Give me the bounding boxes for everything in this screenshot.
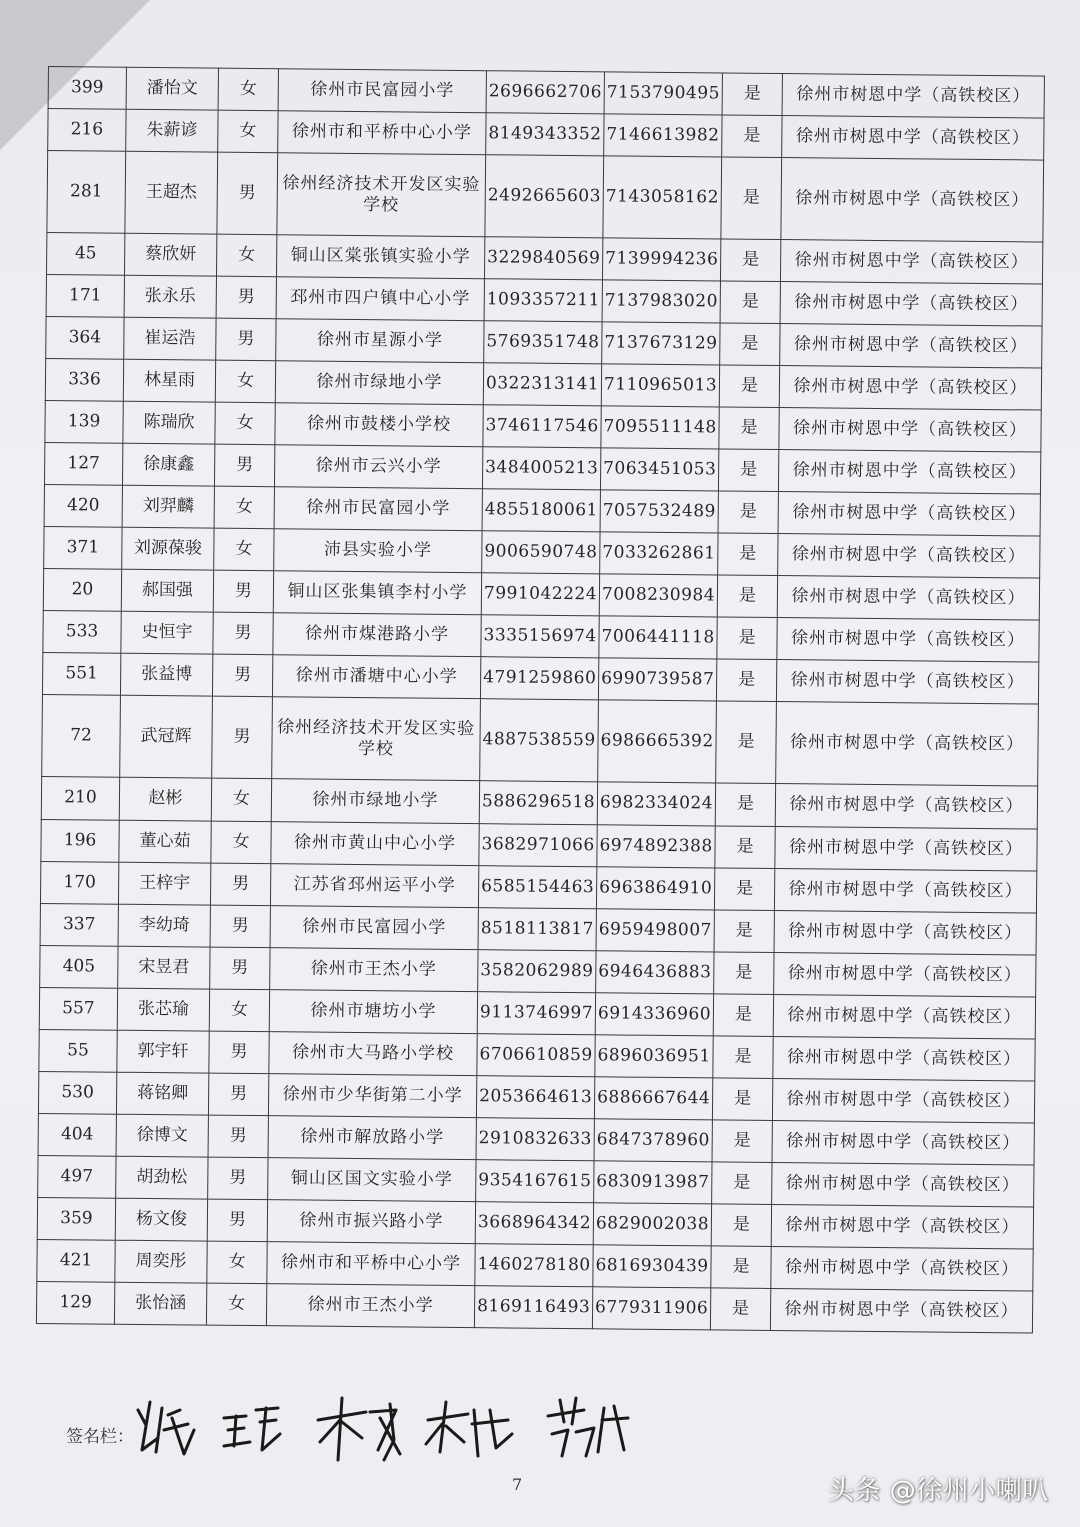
cell-id: 497 <box>38 1155 116 1198</box>
cell-destination: 徐州市树恩中学（高铁校区） <box>780 240 1042 285</box>
cell-code-1: 2053664613 <box>476 1075 594 1118</box>
cell-code-1: 3668964342 <box>475 1201 593 1244</box>
cell-destination: 徐州市树恩中学（高铁校区） <box>775 784 1037 829</box>
cell-code-1: 2910832633 <box>476 1117 594 1160</box>
cell-gender: 男 <box>217 152 278 235</box>
cell-admitted: 是 <box>718 533 778 576</box>
cell-name: 蒋铭卿 <box>116 1072 208 1115</box>
cell-id: 337 <box>40 903 118 946</box>
cell-destination: 徐州市树恩中学（高铁校区） <box>779 366 1041 411</box>
cell-code-2: 7006441118 <box>599 616 717 659</box>
cell-gender: 女 <box>214 486 274 529</box>
cell-school: 徐州市解放路小学 <box>268 1115 476 1159</box>
cell-code-1: 3335156974 <box>481 615 599 658</box>
cell-code-2: 7033262861 <box>600 532 718 575</box>
cell-code-1: 0322313141 <box>483 363 601 406</box>
cell-destination: 徐州市树恩中学（高铁校区） <box>771 1246 1033 1291</box>
cell-id: 20 <box>43 569 121 612</box>
cell-school: 徐州市鼓楼小学校 <box>275 403 483 447</box>
cell-name: 潘怡文 <box>126 67 218 110</box>
cell-code-1: 6585154463 <box>478 865 596 908</box>
cell-code-2: 6896036951 <box>595 1034 713 1077</box>
cell-destination: 徐州市树恩中学（高铁校区） <box>774 952 1036 997</box>
cell-code-2: 7095511148 <box>601 406 719 449</box>
cell-id: 216 <box>48 109 126 152</box>
cell-code-1: 3682971066 <box>479 823 597 866</box>
cell-gender: 女 <box>218 68 278 111</box>
cell-code-2: 7063451053 <box>600 448 718 491</box>
cell-destination: 徐州市树恩中学（高铁校区） <box>772 1162 1034 1207</box>
cell-destination: 徐州市树恩中学（高铁校区） <box>771 1204 1033 1249</box>
cell-name: 史恒宇 <box>121 612 213 655</box>
cell-school: 徐州市煤港路小学 <box>273 613 481 657</box>
cell-gender: 女 <box>215 402 275 445</box>
cell-id: 127 <box>44 443 122 486</box>
cell-gender: 女 <box>211 821 271 864</box>
cell-code-2: 6963864910 <box>596 866 714 909</box>
cell-gender: 男 <box>210 947 270 990</box>
cell-admitted: 是 <box>721 157 782 240</box>
signature-label: 签名栏： <box>66 1427 134 1447</box>
cell-destination: 徐州市树恩中学（高铁校区） <box>774 868 1036 913</box>
cell-destination: 徐州市树恩中学（高铁校区） <box>773 994 1035 1039</box>
cell-code-2: 6830913987 <box>594 1160 712 1203</box>
cell-code-1: 9354167615 <box>476 1159 594 1202</box>
cell-gender: 男 <box>216 318 276 361</box>
cell-code-2: 6986665392 <box>598 700 717 783</box>
table-row <box>47 151 1044 243</box>
cell-admitted: 是 <box>713 1036 773 1079</box>
cell-admitted: 是 <box>711 1246 771 1289</box>
cell-gender: 男 <box>212 654 272 697</box>
cell-code-1: 1460278180 <box>475 1243 593 1286</box>
watermark-text: 头条 @徐州小喇叭 <box>828 1476 1049 1506</box>
cell-id: 359 <box>37 1197 115 1240</box>
cell-school: 徐州市星源小学 <box>276 319 484 363</box>
cell-name: 赵彬 <box>119 778 211 821</box>
cell-code-2: 6982334024 <box>597 782 715 825</box>
cell-id: 420 <box>44 485 122 528</box>
cell-code-2: 6959498007 <box>596 908 714 951</box>
cell-admitted: 是 <box>719 407 779 450</box>
cell-code-1: 6706610859 <box>477 1033 595 1076</box>
cell-admitted: 是 <box>712 1162 772 1205</box>
cell-code-2: 7137673129 <box>602 322 720 365</box>
cell-name: 胡劲松 <box>116 1156 208 1199</box>
cell-destination: 徐州市树恩中学（高铁校区） <box>780 282 1042 327</box>
cell-id: 171 <box>46 275 124 318</box>
cell-id: 364 <box>46 317 124 360</box>
cell-code-2: 6914336960 <box>595 992 713 1035</box>
cell-school: 徐州市振兴路小学 <box>267 1199 475 1243</box>
cell-admitted: 是 <box>717 575 777 618</box>
cell-gender: 女 <box>211 779 271 822</box>
cell-id: 170 <box>40 861 118 904</box>
cell-name: 王超杰 <box>125 151 218 234</box>
cell-id: 530 <box>38 1071 116 1114</box>
cell-admitted: 是 <box>712 1078 772 1121</box>
cell-destination: 徐州市树恩中学（高铁校区） <box>774 910 1036 955</box>
cell-code-2: 6886667644 <box>594 1076 712 1119</box>
cell-school: 徐州经济技术开发区实验学校 <box>272 697 481 781</box>
cell-code-1: 5769351748 <box>484 321 602 364</box>
cell-school: 徐州市大马路小学校 <box>269 1031 477 1075</box>
cell-destination: 徐州市树恩中学（高铁校区） <box>772 1120 1034 1165</box>
cell-code-1: 8149343352 <box>486 113 604 156</box>
cell-admitted: 是 <box>711 1204 771 1247</box>
cell-code-2: 7146613982 <box>604 114 722 157</box>
cell-id: 405 <box>40 945 118 988</box>
cell-school: 徐州经济技术开发区实验学校 <box>277 153 486 237</box>
cell-name: 陈瑞欣 <box>123 401 215 444</box>
cell-id: 196 <box>41 819 119 862</box>
cell-admitted: 是 <box>714 951 774 994</box>
cell-name: 周奕彤 <box>115 1240 207 1283</box>
cell-code-1: 7991042224 <box>481 573 599 616</box>
table-row <box>42 695 1039 787</box>
cell-admitted: 是 <box>718 491 778 534</box>
cell-code-2: 6946436883 <box>596 950 714 993</box>
cell-id: 336 <box>45 359 123 402</box>
cell-school: 徐州市黄山中心小学 <box>271 821 479 865</box>
cell-destination: 徐州市树恩中学（高铁校区） <box>781 158 1044 243</box>
cell-school: 徐州市王杰小学 <box>266 1283 474 1327</box>
cell-id: 533 <box>43 611 121 654</box>
cell-destination: 徐州市树恩中学（高铁校区） <box>777 618 1039 663</box>
cell-destination: 徐州市树恩中学（高铁校区） <box>782 74 1044 119</box>
cell-code-2: 7008230984 <box>599 574 717 617</box>
cell-code-2: 7139994236 <box>602 238 720 281</box>
cell-destination: 徐州市树恩中学（高铁校区） <box>782 116 1044 161</box>
cell-code-1: 3582062989 <box>478 949 596 992</box>
cell-gender: 女 <box>206 1283 266 1326</box>
cell-destination: 徐州市树恩中学（高铁校区） <box>778 534 1040 579</box>
cell-destination: 徐州市树恩中学（高铁校区） <box>776 660 1038 705</box>
cell-gender: 男 <box>209 1031 269 1074</box>
cell-code-2: 6847378960 <box>594 1118 712 1161</box>
cell-admitted: 是 <box>720 281 780 324</box>
cell-name: 徐康鑫 <box>122 443 214 486</box>
cell-id: 281 <box>47 151 126 234</box>
cell-gender: 男 <box>216 276 276 319</box>
cell-name: 张永乐 <box>124 275 216 318</box>
cell-school: 江苏省邳州运平小学 <box>270 863 478 907</box>
cell-admitted: 是 <box>712 1120 772 1163</box>
cell-code-1: 4855180061 <box>482 489 600 532</box>
cell-gender: 女 <box>216 234 276 277</box>
cell-gender: 男 <box>212 696 273 779</box>
cell-admitted: 是 <box>718 449 778 492</box>
cell-gender: 男 <box>208 1073 268 1116</box>
cell-school: 铜山区棠张镇实验小学 <box>276 235 484 279</box>
roster-body <box>36 67 1044 1334</box>
cell-name: 郭宇轩 <box>117 1030 209 1073</box>
cell-school: 徐州市绿地小学 <box>275 361 483 405</box>
cell-school: 徐州市塘坊小学 <box>269 989 477 1033</box>
cell-id: 557 <box>39 987 117 1030</box>
cell-gender: 女 <box>215 360 275 403</box>
cell-code-1: 9113746997 <box>477 991 595 1034</box>
cell-code-1: 5886296518 <box>479 781 597 824</box>
cell-school: 徐州市民富园小学 <box>274 487 482 531</box>
cell-destination: 徐州市树恩中学（高铁校区） <box>778 492 1040 537</box>
cell-admitted: 是 <box>722 73 782 116</box>
cell-code-1: 8518113817 <box>478 907 596 950</box>
cell-admitted: 是 <box>714 909 774 952</box>
cell-code-2: 7110965013 <box>601 364 719 407</box>
cell-name: 宋昱君 <box>118 946 210 989</box>
cell-id: 371 <box>44 527 122 570</box>
cell-gender: 男 <box>207 1199 267 1242</box>
cell-destination: 徐州市树恩中学（高铁校区） <box>773 1036 1035 1081</box>
cell-school: 徐州市王杰小学 <box>270 947 478 991</box>
cell-admitted: 是 <box>722 115 782 158</box>
cell-name: 崔运浩 <box>124 317 216 360</box>
cell-school: 沛县实验小学 <box>274 529 482 573</box>
cell-destination: 徐州市树恩中学（高铁校区） <box>779 408 1041 453</box>
cell-name: 郝国强 <box>121 570 213 613</box>
cell-name: 林星雨 <box>123 359 215 402</box>
cell-code-1: 3746117546 <box>483 405 601 448</box>
cell-name: 张怡涵 <box>114 1282 206 1325</box>
cell-code-1: 3484005213 <box>482 447 600 490</box>
cell-destination: 徐州市树恩中学（高铁校区） <box>775 826 1037 871</box>
cell-id: 129 <box>36 1281 114 1324</box>
cell-id: 139 <box>45 401 123 444</box>
cell-admitted: 是 <box>710 1288 770 1331</box>
cell-code-2: 7057532489 <box>600 490 718 533</box>
page-number: 7 <box>512 1475 523 1494</box>
cell-code-1: 9006590748 <box>482 531 600 574</box>
cell-gender: 女 <box>218 110 278 153</box>
cell-admitted: 是 <box>720 239 780 282</box>
cell-destination: 徐州市树恩中学（高铁校区） <box>777 576 1039 621</box>
cell-school: 邳州市四户镇中心小学 <box>276 277 484 321</box>
cell-admitted: 是 <box>719 365 779 408</box>
cell-school: 徐州市云兴小学 <box>274 445 482 489</box>
cell-name: 刘源葆骏 <box>122 528 214 571</box>
cell-admitted: 是 <box>716 701 777 784</box>
cell-id: 210 <box>41 777 119 820</box>
cell-code-1: 2492665603 <box>485 155 604 238</box>
cell-id: 55 <box>39 1029 117 1072</box>
cell-name: 杨文俊 <box>115 1198 207 1241</box>
cell-gender: 男 <box>208 1115 268 1158</box>
cell-destination: 徐州市树恩中学（高铁校区） <box>770 1288 1032 1333</box>
table-row <box>36 1281 1032 1333</box>
cell-code-1: 8169116493 <box>474 1285 592 1328</box>
cell-name: 朱薪谚 <box>126 109 218 152</box>
cell-code-1: 4791259860 <box>480 657 598 700</box>
cell-id: 72 <box>42 695 121 778</box>
cell-school: 徐州市民富园小学 <box>278 69 486 113</box>
cell-gender: 男 <box>213 612 273 655</box>
cell-id: 421 <box>37 1239 115 1282</box>
cell-gender: 女 <box>207 1241 267 1284</box>
cell-name: 武冠辉 <box>120 696 213 779</box>
cell-admitted: 是 <box>717 617 777 660</box>
cell-admitted: 是 <box>713 993 773 1036</box>
cell-school: 铜山区张集镇李村小学 <box>273 571 481 615</box>
cell-school: 徐州市和平桥中心小学 <box>278 111 486 155</box>
cell-name: 王梓宇 <box>118 862 210 905</box>
cell-school: 徐州市民富园小学 <box>270 905 478 949</box>
cell-code-1: 4887538559 <box>480 699 599 782</box>
cell-school: 徐州市绿地小学 <box>271 779 479 823</box>
cell-school: 铜山区国文实验小学 <box>268 1157 476 1201</box>
cell-gender: 男 <box>208 1157 268 1200</box>
cell-code-2: 7137983020 <box>602 280 720 323</box>
cell-admitted: 是 <box>715 783 775 826</box>
cell-name: 蔡欣妍 <box>124 233 216 276</box>
cell-gender: 男 <box>210 863 270 906</box>
cell-id: 404 <box>38 1113 116 1156</box>
cell-code-1: 2696662706 <box>486 71 604 114</box>
cell-admitted: 是 <box>715 825 775 868</box>
cell-code-2: 6816930439 <box>593 1244 711 1287</box>
cell-name: 刘羿麟 <box>122 485 214 528</box>
cell-code-2: 7153790495 <box>604 72 722 115</box>
cell-gender: 男 <box>214 444 274 487</box>
cell-id: 399 <box>48 67 126 110</box>
cell-gender: 男 <box>210 905 270 948</box>
cell-name: 张益博 <box>120 654 212 697</box>
handwritten-signatures <box>128 1390 668 1465</box>
cell-name: 董心茹 <box>119 820 211 863</box>
cell-admitted: 是 <box>720 323 780 366</box>
cell-admitted: 是 <box>714 867 774 910</box>
cell-code-2: 6829002038 <box>593 1202 711 1245</box>
cell-code-1: 1093357211 <box>484 279 602 322</box>
cell-gender: 男 <box>213 570 273 613</box>
cell-admitted: 是 <box>716 659 776 702</box>
cell-name: 徐博文 <box>116 1114 208 1157</box>
cell-gender: 女 <box>209 989 269 1032</box>
cell-code-1: 3229840569 <box>484 237 602 280</box>
cell-school: 徐州市潘塘中心小学 <box>272 655 480 699</box>
cell-school: 徐州市少华街第二小学 <box>268 1073 476 1117</box>
cell-destination: 徐州市树恩中学（高铁校区） <box>780 324 1042 369</box>
cell-name: 张芯瑜 <box>117 988 209 1031</box>
cell-destination: 徐州市树恩中学（高铁校区） <box>772 1078 1034 1123</box>
cell-school: 徐州市和平桥中心小学 <box>267 1241 475 1285</box>
cell-code-2: 6974892388 <box>597 824 715 867</box>
cell-destination: 徐州市树恩中学（高铁校区） <box>778 450 1040 495</box>
cell-gender: 女 <box>214 528 274 571</box>
cell-id: 45 <box>46 233 124 276</box>
cell-name: 李幼琦 <box>118 904 210 947</box>
cell-code-2: 6990739587 <box>598 658 716 701</box>
cell-code-2: 7143058162 <box>603 156 722 239</box>
cell-destination: 徐州市树恩中学（高铁校区） <box>776 702 1039 787</box>
admission-roster-table <box>36 66 1045 1334</box>
cell-id: 551 <box>42 653 120 696</box>
cell-code-2: 6779311906 <box>592 1286 710 1329</box>
